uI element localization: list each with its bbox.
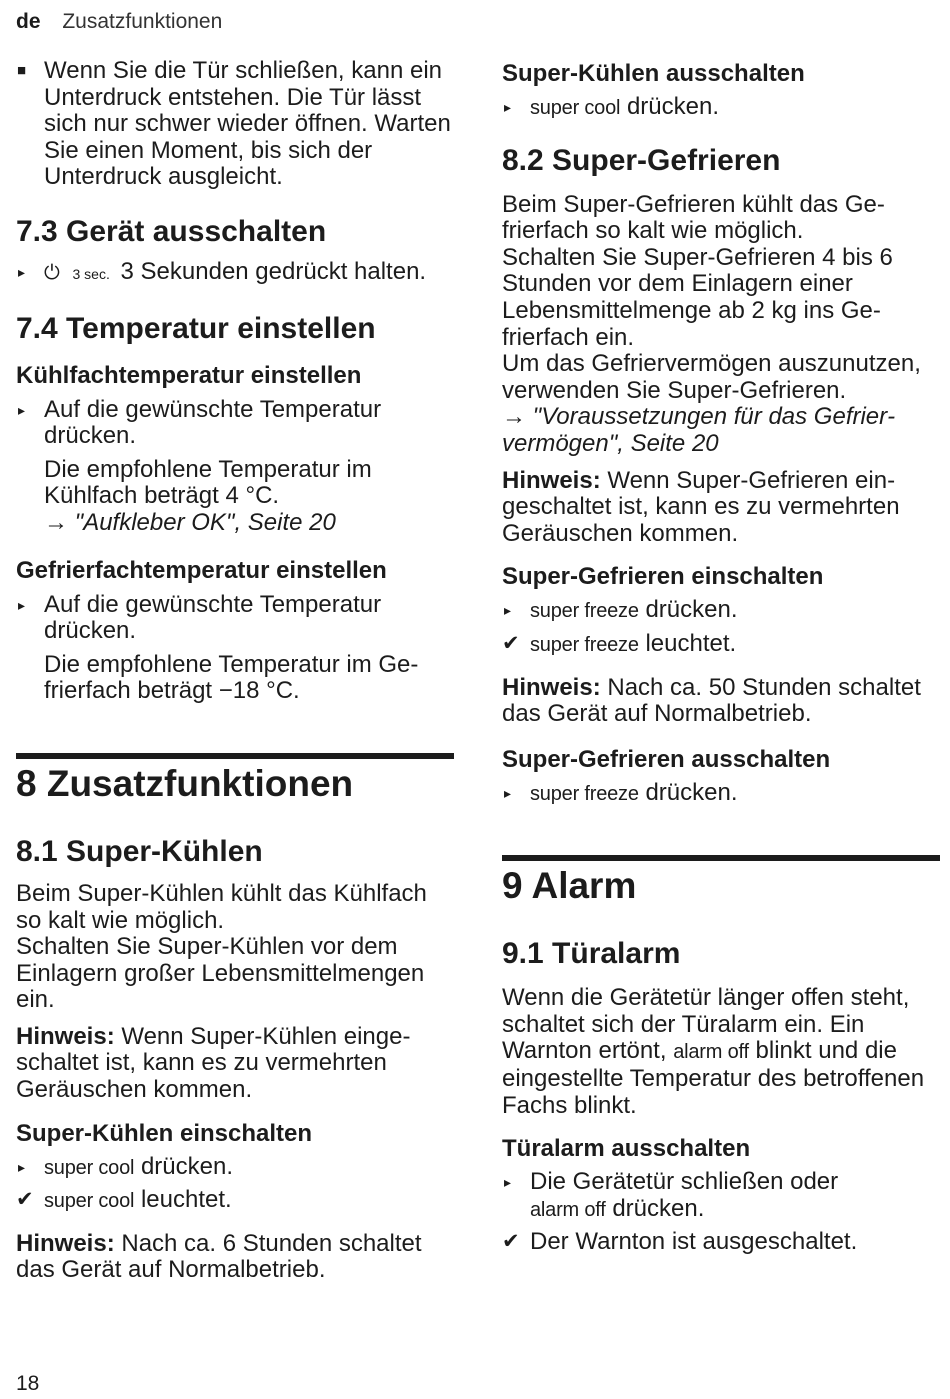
language-code: de — [16, 10, 41, 33]
super-freeze-intro: Beim Super-Gefrieren kühlt das Gefrierfach so kalt wie möglich. — [502, 190, 885, 245]
subheading-super-freeze-off: Super-Gefrieren ausschalten — [502, 745, 831, 773]
square-bullet-icon: ■ — [17, 62, 27, 79]
step-arrow-icon: ▸ — [18, 401, 26, 418]
step-fridge-temp: ▸ Auf die gewünschte Temperatur drücken. — [18, 395, 382, 450]
super-freeze-when: Schalten Sie Super-Gefrieren 4 bis 6 Stunden vor dem Einlagern einer Lebensmittelmenge ab 2 kg ins Gefrierfach ein. — [502, 243, 893, 351]
step-door-alarm-off: ▸ Die Gerätetür schließen oder alarm off drücken. — [504, 1168, 839, 1222]
step-super-cool-off: ▸ super cool drücken. — [504, 93, 720, 120]
display-label-super-freeze: super freeze — [530, 600, 639, 623]
step-arrow-icon: ▸ — [18, 263, 26, 280]
freezer-recommendation: Die empfohlene Temperatur im Gefrierfach beträgt −18 °C. — [44, 650, 419, 705]
display-label-super-cool: super cool — [44, 1190, 135, 1213]
step-super-cool-on: ▸ super cool drücken. — [18, 1152, 234, 1180]
power-icon: ⏻ — [44, 261, 60, 284]
chapter-9-heading: 9 Alarm — [502, 865, 637, 907]
super-cool-intro: Beim Super-Kühlen kühlt das Kühlfach so kalt wie möglich. — [16, 879, 427, 934]
display-label-alarm-off: alarm off — [673, 1041, 749, 1064]
result-super-freeze-lit: ✔ super freeze leuchtet. — [502, 629, 737, 657]
heading-7-4: 7.4 Temperatur einstellen — [16, 311, 376, 345]
fridge-cross-reference: → "Aufkleber OK", Seite 20 — [44, 508, 336, 536]
result-alarm-off: ✔ Der Warnton ist ausgeschaltet. — [502, 1228, 858, 1256]
intro-bullet: ■ Wenn Sie die Tür schließen, kann ein Unterdruck entstehen. Die Tür lässt sich nur schwer wieder öffnen. Warten Sie einen Moment, bis sich der Unterdruck ausgleicht. — [17, 57, 451, 191]
step-arrow-icon: ▸ — [504, 1174, 512, 1191]
subheading-freezer-temp: Gefrierfachtemperatur einstellen — [16, 556, 387, 584]
step-arrow-icon: ▸ — [18, 596, 26, 613]
step-super-freeze-off: ▸ super freeze drücken. — [504, 778, 738, 806]
step-arrow-icon: ▸ — [504, 99, 512, 115]
left-column — [16, 58, 454, 1284]
subheading-super-cool-on: Super-Kühlen einschalten — [16, 1119, 313, 1147]
display-label-super-cool: super cool — [44, 1156, 135, 1179]
heading-8-2: 8.2 Super-Gefrieren — [502, 143, 781, 177]
subheading-fridge-temp: Kühlfachtemperatur einstellen — [16, 361, 362, 389]
step-super-freeze-on: ▸ super freeze drücken. — [504, 596, 738, 624]
step-arrow-icon: ▸ — [504, 784, 512, 801]
step-switch-off: ▸ ⏻ 3 sec. 3 Sekunden gedrückt halten. — [18, 257, 427, 285]
subheading-door-alarm-off: Türalarm ausschalten — [502, 1135, 751, 1163]
check-icon: ✔ — [502, 1230, 520, 1254]
super-freeze-cross-reference: → "Voraussetzungen für das Gefriervermögen", Seite 20 — [502, 403, 896, 457]
check-icon: ✔ — [502, 631, 520, 655]
running-header — [16, 10, 222, 34]
check-icon: ✔ — [16, 1188, 34, 1212]
super-cool-when: Schalten Sie Super-Kühlen vor dem Einlagern großer Lebensmittelmengen ein. — [16, 933, 425, 1014]
chapter-8-heading: 8 Zusatzfunktionen — [16, 762, 354, 804]
press-duration: 3 sec. — [72, 265, 110, 282]
page-number: 18 — [16, 1372, 40, 1395]
step-freezer-temp: ▸ Auf die gewünschte Temperatur drücken. — [18, 590, 382, 645]
heading-7-3: 7.3 Gerät ausschalten — [16, 214, 327, 248]
heading-8-1: 8.1 Super-Kühlen — [16, 834, 263, 868]
super-cool-hint: Hinweis: Wenn Super-Kühlen eingeschaltet ist, kann es zu vermehrten Geräuschen kommen. — [16, 1022, 411, 1104]
display-label-super-freeze: super freeze — [530, 782, 639, 805]
fridge-recommendation: Die empfohlene Temperatur im Kühlfach beträgt 4 °C. — [44, 455, 372, 510]
super-cool-hint-2: Hinweis: Nach ca. 6 Stunden schaltet das Gerät auf Normalbetrieb. — [16, 1229, 422, 1284]
super-freeze-capacity: Um das Gefriervermögen auszunutzen, verwenden Sie Super-Gefrieren. — [502, 350, 921, 404]
super-freeze-hint: Hinweis: Wenn Super-Gefrieren eingeschaltet ist, kann es zu vermehrten Geräuschen kommen. — [502, 466, 900, 547]
super-freeze-hint-2: Hinweis: Nach ca. 50 Stunden schaltet das Gerät auf Normalbetrieb. — [502, 673, 921, 728]
subheading-super-cool-off: Super-Kühlen ausschalten — [502, 60, 805, 87]
door-alarm-text: Wenn die Gerätetür länger offen steht, schaltet sich der Türalarm ein. Ein Warnton ertönt, alarm off blinkt und die eingestellte Temperatur des betroffenen Fachs blinkt. — [502, 984, 925, 1119]
step-arrow-icon: ▸ — [504, 602, 512, 619]
display-label-super-cool: super cool — [530, 97, 621, 119]
heading-9-1: 9.1 Türalarm — [502, 937, 681, 971]
header-section-title: Zusatzfunktionen — [62, 10, 223, 33]
display-label-alarm-off: alarm off — [530, 1198, 606, 1221]
result-super-cool-lit: ✔ super cool leuchtet. — [16, 1186, 232, 1214]
step-arrow-icon: ▸ — [18, 1158, 26, 1175]
subheading-super-freeze-on: Super-Gefrieren einschalten — [502, 563, 824, 591]
right-column — [502, 60, 940, 1256]
display-label-super-freeze: super freeze — [530, 633, 639, 656]
